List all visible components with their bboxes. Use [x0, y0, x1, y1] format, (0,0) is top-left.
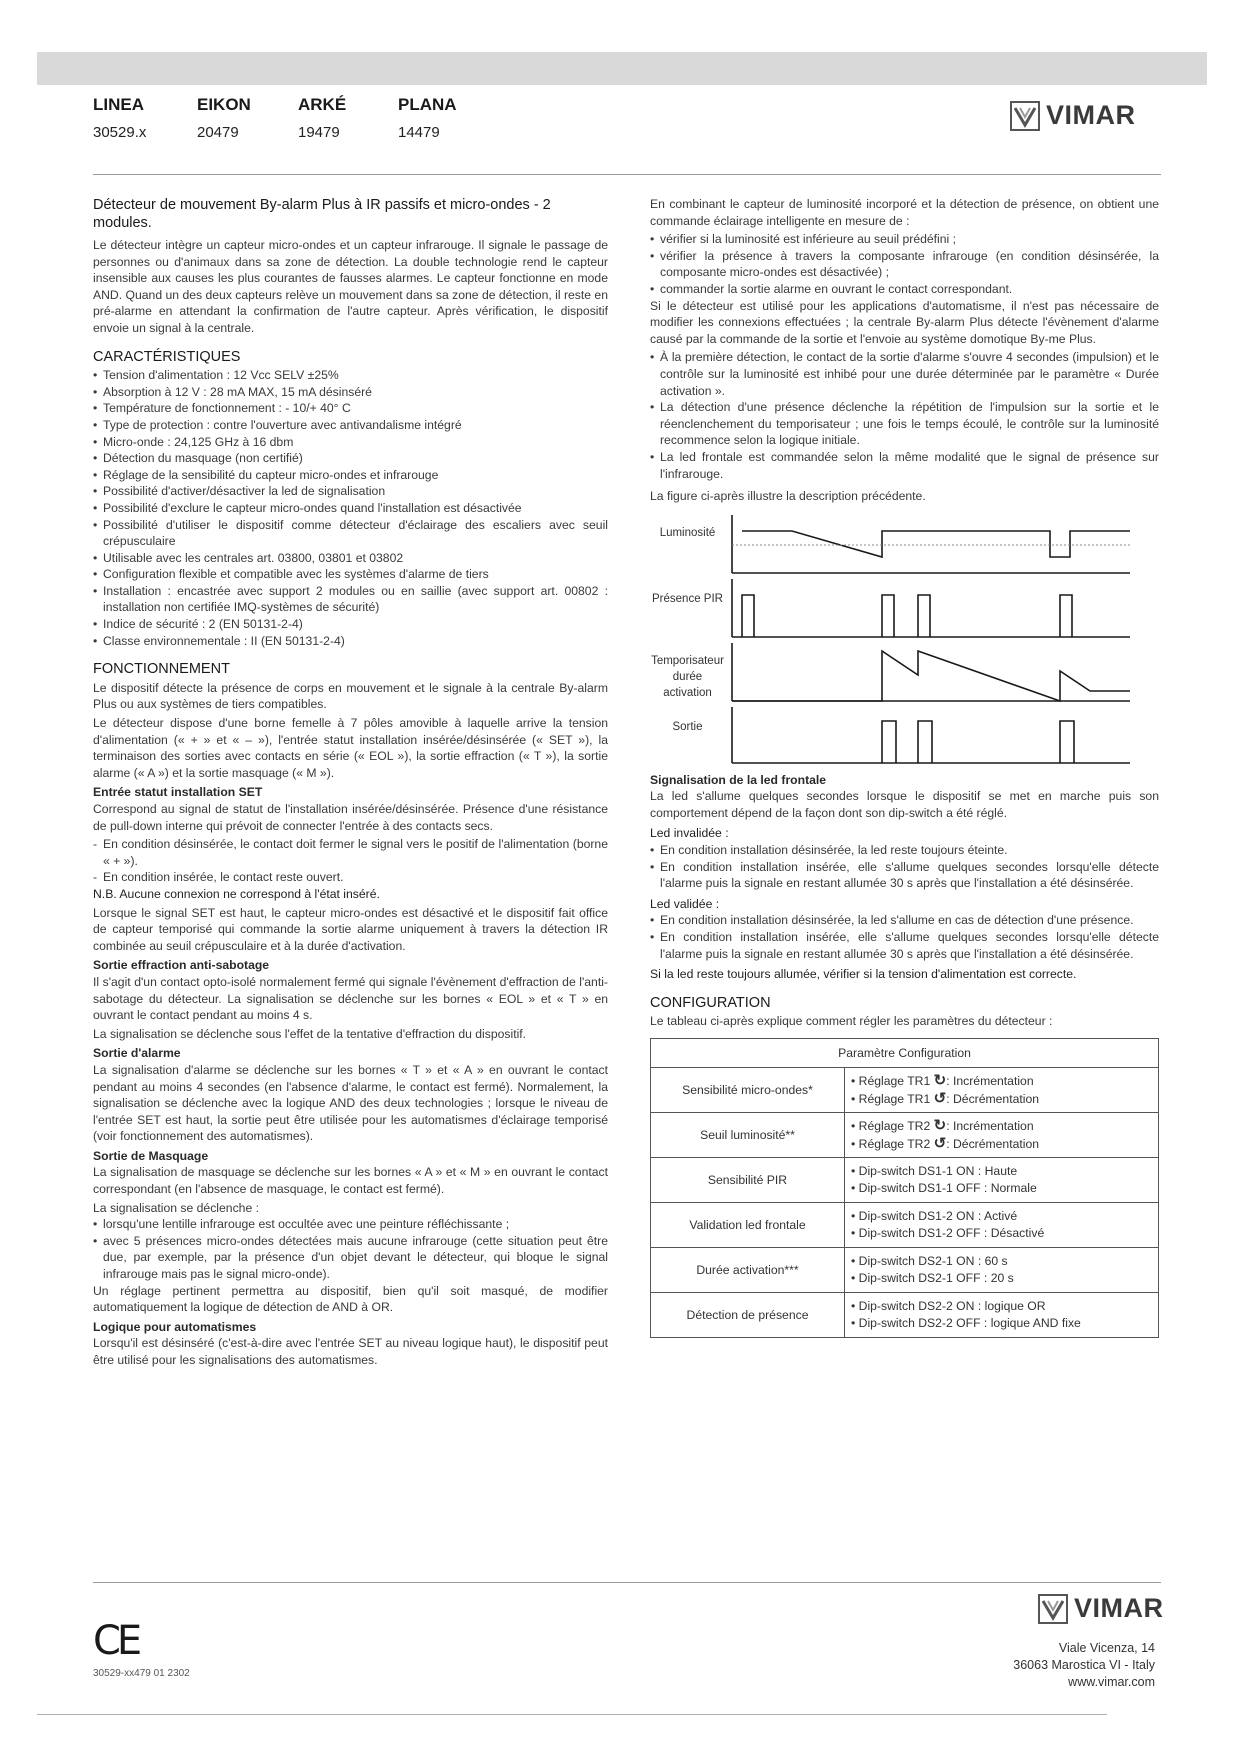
document-code: 30529-xx479 01 2302: [93, 1668, 190, 1679]
series-name: EIKON: [197, 95, 251, 114]
value-line: • Réglage TR2 ↺: Décrémentation: [851, 1135, 1040, 1152]
list-item: • avec 5 présences micro-ondes détectées mais aucune infrarouge (cette situation peut être due, par exemple, par la présence d'un objet devant le détecteur, qui bloque le signal infrarouge mais pas le signal micro-onde).: [93, 1233, 608, 1283]
table-cell-param: Détection de présence: [651, 1293, 845, 1338]
led-invalid-list: [650, 842, 1159, 892]
footer-divider: [93, 1582, 1161, 1583]
value-text: Dip-switch DS1-2 ON : Activé: [858, 1209, 1018, 1223]
list-item: • À la première détection, le contact de la sortie d'alarme s'ouvre 4 secondes (impulsion) et le contrôle sur la luminosité est inhibé pour une durée déterminée par le paramètre « Durée activation ».: [650, 349, 1159, 399]
paragraph: La led s'allume quelques secondes lorsque le dispositif se met en marche puis son comportement dépend de la façon dont son dip-switch a été réglé.: [650, 789, 1159, 820]
left-column: [93, 196, 608, 1371]
series-name: PLANA: [398, 95, 457, 114]
characteristics-list: [93, 367, 608, 649]
paragraph: La signalisation de masquage se déclenche sur les bornes « A » et « M » en ouvrant le contact correspondant (en l'absence de masquage, le contact est fermé).: [93, 1165, 608, 1197]
right-column: [650, 196, 1159, 1338]
value-line: • Dip-switch DS1-1 OFF : Normale: [851, 1181, 1037, 1195]
value-line: • Dip-switch DS2-2 OFF : logique AND fixe: [851, 1316, 1081, 1330]
table-row: [651, 1068, 1159, 1113]
table-row: [651, 1113, 1159, 1158]
vimar-logo-icon: [1038, 1594, 1068, 1624]
value-line: • Réglage TR1 ↺: Décrémentation: [851, 1090, 1040, 1107]
list-item: • Type de protection : contre l'ouverture avec antivandalisme intégré: [93, 417, 608, 434]
list-item: • Indice de sécurité : 2 (EN 50131-2-4): [93, 616, 608, 633]
header-col-eikon: [197, 95, 251, 141]
wave-sortie: [882, 721, 1074, 763]
value-line: • Dip-switch DS2-1 OFF : 20 s: [851, 1271, 1014, 1285]
brand-name: VIMAR: [1074, 1593, 1164, 1623]
masking-list: [93, 1216, 608, 1282]
list-item: • Possibilité d'exclure le capteur micro-ondes quand l'installation est désactivée: [93, 500, 608, 517]
section-configuration: CONFIGURATION: [650, 994, 771, 1011]
table-cell-param: Durée activation***: [651, 1248, 845, 1293]
list-item: • Possibilité d'utiliser le dispositif comme détecteur d'éclairage des escaliers avec seuil crépusculaire: [93, 517, 608, 550]
value-text: Dip-switch DS1-1 ON : Haute: [858, 1164, 1018, 1178]
list-item: • Utilisable avec les centrales art. 03800, 03801 et 03802: [93, 550, 608, 567]
table-cell-values: [845, 1248, 1159, 1293]
series-code: 20479: [197, 124, 239, 141]
value-text: Dip-switch DS1-1 OFF : Normale: [858, 1181, 1037, 1195]
table-row: [651, 1293, 1159, 1338]
value-text: Réglage TR2: [858, 1119, 934, 1133]
led-note: Si la led reste toujours allumée, vérifier si la tension d'alimentation est correcte.: [650, 967, 1077, 982]
paragraph: Lorsque le signal SET est haut, le capteur micro-ondes est désactivé et le dispositif fait office de capteur temporisé qui commande la sortie alarme uniquement à travers la détection IR combinée au seuil crépusculaire et à la durée d'activation.: [93, 905, 608, 953]
list-item: - En condition désinsérée, le contact doit fermer le signal vers le positif de l'alimentation (borne « + »).: [93, 836, 608, 869]
subsection-masquage: Sortie de Masquage: [93, 1148, 209, 1163]
value-text: Dip-switch DS2-2 OFF : logique AND fixe: [858, 1316, 1081, 1330]
table-header: Paramètre Configuration: [651, 1039, 1159, 1068]
list-item: • Absorption à 12 V : 28 mA MAX, 15 mA désinséré: [93, 384, 608, 401]
list-item: • En condition installation désinsérée, la led reste toujours éteinte.: [650, 842, 1159, 859]
website-link[interactable]: www.vimar.com: [1068, 1675, 1155, 1689]
list-item: • vérifier si la luminosité est inférieure au seuil prédéfini ;: [650, 231, 1159, 248]
footer-vimar-logo: [1038, 1593, 1164, 1624]
series-code: 19479: [298, 124, 340, 141]
value-line: • Dip-switch DS1-2 ON : Activé: [851, 1209, 1018, 1223]
list-item: • Configuration flexible et compatible avec les systèmes d'alarme de tiers: [93, 566, 608, 583]
rotate-clockwise-icon: ↻: [933, 1117, 947, 1134]
value-text: : Incrémentation: [946, 1074, 1034, 1088]
paragraph: La signalisation se déclenche sous l'effet de la tentative d'effraction du dispositif.: [93, 1026, 527, 1041]
led-valid-list: [650, 912, 1159, 962]
paragraph: Le tableau ci-après explique comment régler les paramètres du détecteur :: [650, 1014, 1053, 1029]
header-divider: [93, 174, 1161, 175]
paragraph: Un réglage pertinent permettra au dispositif, bien qu'il soit masqué, de modifier automatiquement la logique de détection de AND à OR.: [93, 1283, 608, 1315]
bottom-rule: [37, 1714, 1107, 1715]
footer-left: [93, 1618, 190, 1679]
table-row: [651, 1203, 1159, 1248]
lighting-list: [650, 231, 1159, 297]
list-item: • Possibilité d'activer/désactiver la led de signalisation: [93, 483, 608, 500]
wave-temporisateur: [732, 651, 1130, 701]
value-line: • Dip-switch DS1-1 ON : Haute: [851, 1164, 1018, 1178]
led-invalid-label: Led invalidée :: [650, 826, 729, 841]
table-header-row: [651, 1039, 1159, 1068]
address-line: Viale Vicenza, 14: [1058, 1641, 1155, 1655]
value-line: • Dip-switch DS1-2 OFF : Désactivé: [851, 1226, 1045, 1240]
list-item: • La détection d'une présence déclenche la répétition de l'impulsion sur la sortie et le réenclenchement du temporisateur ; une fois le temps écoulé, le contrôle sur la luminosité recommence selon la logique initiale.: [650, 399, 1159, 449]
list-item: • vérifier la présence à travers la composante infrarouge (en condition désinsérée, la composante micro-ondes est désactivée) ;: [650, 248, 1159, 281]
list-item: • Micro-onde : 24,125 GHz à 16 dbm: [93, 434, 608, 451]
paragraph: Le détecteur dispose d'une borne femelle à 7 pôles amovible à laquelle arrive la tension d'alimentation (« + » et « – »), l'entrée statut installation insérée/désinsérée (« SET »), la terminaison des sorties avec contacts en série (« EOL »), la sortie effraction (« T »), la sortie alarme (« A ») et la sortie masquage (« M »).: [93, 716, 608, 780]
list-item: • Température de fonctionnement : - 10/+ 40° C: [93, 400, 608, 417]
paragraph: Lorsqu'il est désinséré (c'est-à-dire avec l'entrée SET au niveau logique haut), le dispositif peut être utilisé pour les signalisations des automatismes.: [93, 1336, 608, 1367]
company-address: [1013, 1640, 1155, 1691]
list-item: • Classe environnementale : II (EN 50131-2-4): [93, 633, 608, 650]
wave-luminosite: [742, 531, 1130, 557]
vimar-logo: [1010, 100, 1136, 131]
header-col-plana: [398, 95, 457, 141]
configuration-table: [650, 1038, 1159, 1338]
value-text: : Décrémentation: [946, 1092, 1040, 1106]
paragraph: Si le détecteur est utilisé pour les applications d'automatisme, il n'est pas nécessaire de modifier les connexions effectuées ; la centrale By-alarm Plus détecte l'évènement d'alarme causé par la commande de la sortie et l'envoie au système domotique By-me Plus.: [650, 298, 1159, 346]
series-name: LINEA: [93, 95, 144, 114]
rotate-counterclockwise-icon: ↺: [933, 1135, 947, 1152]
table-cell-param: Validation led frontale: [651, 1203, 845, 1248]
header-col-arke: [298, 95, 346, 141]
address-line: 36063 Marostica VI - Italy: [1013, 1658, 1155, 1672]
paragraph: En combinant le capteur de luminosité incorporé et la détection de présence, on obtient une commande éclairage intelligente en mesure de :: [650, 197, 1159, 228]
table-cell-values: [845, 1203, 1159, 1248]
document-title: Détecteur de mouvement By-alarm Plus à IR passifs et micro-ondes - 2 modules.: [93, 197, 551, 231]
series-name: ARKÉ: [298, 95, 347, 114]
label-sortie: Sortie: [672, 720, 703, 733]
paragraph: La signalisation d'alarme se déclenche sur les bornes « T » et « A » en ouvrant le contact pendant au moins 4 secondes (en l'absence d'alarme, le contact est fermé). Normalement, la signalisation se déclenche avec la logique AND des deux technologies ; lorsque le niveau de l'entrée SET est haut, la sortie peut être utilisée pour les automatismes d'éclairage temporisé (voir fonctionnement des automatismes).: [93, 1062, 608, 1144]
paragraph: Le dispositif détecte la présence de corps en mouvement et le signale à la centrale By-alarm Plus ou aux systèmes de tiers compatibles.: [93, 680, 608, 712]
automation-list: [650, 349, 1159, 482]
value-text: : Décrémentation: [946, 1137, 1040, 1151]
series-code: 30529.x: [93, 124, 147, 141]
value-text: Dip-switch DS1-2 OFF : Désactivé: [858, 1226, 1045, 1240]
value-text: Réglage TR1: [858, 1074, 934, 1088]
list-item: • En condition installation insérée, elle s'allume quelques secondes lorsqu'elle détecte l'alarme puis la signale en restant allumée 30 s après que l'installation a été désinsérée.: [650, 859, 1159, 892]
table-cell-values: [845, 1293, 1159, 1338]
list-item: • commander la sortie alarme en ouvrant le contact correspondant.: [650, 281, 1159, 298]
label-luminosite: Luminosité: [659, 526, 716, 539]
subsection-led: Signalisation de la led frontale: [650, 772, 827, 787]
section-fonctionnement: FONCTIONNEMENT: [93, 661, 230, 678]
brand-name: VIMAR: [1046, 100, 1136, 130]
vimar-logo-icon: [1010, 101, 1040, 131]
value-text: : Incrémentation: [946, 1119, 1034, 1133]
wave-presence-pir: [742, 595, 1072, 637]
dash-list: [93, 836, 608, 886]
subsection-set: Entrée statut installation SET: [93, 785, 263, 800]
series-code: 14479: [398, 124, 440, 141]
list-item: • Détection du masquage (non certifié): [93, 450, 608, 467]
ce-mark: CE: [93, 1618, 139, 1664]
list-item: • Réglage de la sensibilité du capteur micro-ondes et infrarouge: [93, 467, 608, 484]
led-valid-label: Led validée :: [650, 896, 720, 911]
table-cell-param: Seuil luminosité**: [651, 1113, 845, 1158]
subsection-effraction: Sortie effraction anti-sabotage: [93, 958, 270, 973]
table-row: [651, 1158, 1159, 1203]
timing-diagram-waves: [650, 511, 1159, 766]
table-row: [651, 1248, 1159, 1293]
value-line: • Dip-switch DS2-1 ON : 60 s: [851, 1254, 1008, 1268]
page-header: [93, 95, 1163, 155]
label-presence-pir: Présence PIR: [652, 592, 723, 605]
subsection-automatismes: Logique pour automatismes: [93, 1319, 257, 1334]
list-item: • En condition installation désinsérée, la led s'allume en cas de détection d'une présence.: [650, 912, 1159, 929]
value-line: • Réglage TR1 ↻: Incrémentation: [851, 1072, 1034, 1089]
paragraph: Il s'agit d'un contact opto-isolé normalement fermé qui signale l'évènement d'effraction de l'anti-sabotage du détecteur. La signalisation se déclenche sur les bornes « EOL » et « T » en ouvrant le contact pendant au moins 4 s.: [93, 974, 608, 1023]
rotate-clockwise-icon: ↻: [933, 1072, 947, 1089]
table-cell-values: [845, 1158, 1159, 1203]
list-item: • Installation : encastrée avec support 2 modules ou en saillie (avec support art. 00802 : installation non certifiée IMQ-systèmes de sécurité): [93, 583, 608, 616]
paragraph: La signalisation se déclenche :: [93, 1200, 259, 1215]
value-line: • Réglage TR2 ↻: Incrémentation: [851, 1117, 1034, 1134]
table-cell-values: [845, 1068, 1159, 1113]
top-banner: [37, 52, 1207, 85]
header-col-linea: [93, 95, 146, 141]
timing-diagram: [650, 511, 1159, 766]
figure-caption: La figure ci-après illustre la description précédente.: [650, 489, 926, 504]
value-text: Réglage TR1: [858, 1092, 934, 1106]
list-item: • La led frontale est commandée selon la même modalité que le signal de présence sur l'infrarouge.: [650, 449, 1159, 482]
value-text: Réglage TR2: [858, 1137, 934, 1151]
table-cell-param: Sensibilité micro-ondes*: [651, 1068, 845, 1113]
value-text: Dip-switch DS2-1 OFF : 20 s: [858, 1271, 1014, 1285]
value-text: Dip-switch DS2-2 ON : logique OR: [858, 1299, 1046, 1313]
table-cell-values: [845, 1113, 1159, 1158]
list-item: - En condition insérée, le contact reste ouvert.: [93, 869, 608, 886]
table-cell-param: Sensibilité PIR: [651, 1158, 845, 1203]
intro-paragraph: Le détecteur intègre un capteur micro-ondes et un capteur infrarouge. Il signale le passage de personnes ou d'animaux dans sa zone de détection. La double technologie rend le capteur insensible aux causes les plus courantes de fausses alarmes. Le capteur fonctionne en mode AND. Quand un des deux capteurs relève un mouvement dans sa zone de détection, il reste en pré-alarme en attendant la confirmation de l'autre capteur. Après vérification, le dispositif envoie un signal à la centrale.: [93, 238, 608, 335]
rotate-counterclockwise-icon: ↺: [933, 1090, 947, 1107]
value-text: Dip-switch DS2-1 ON : 60 s: [858, 1254, 1008, 1268]
list-item: • lorsqu'une lentille infrarouge est occultée avec une peinture réfléchissante ;: [93, 1216, 608, 1233]
label-temporisateur: Temporisateur durée activation: [651, 654, 724, 699]
note: N.B. Aucune connexion ne correspond à l'état inséré.: [93, 886, 380, 901]
section-caracteristiques: CARACTÉRISTIQUES: [93, 348, 241, 365]
list-item: • En condition installation insérée, elle s'allume quelques secondes lorsqu'elle détecte l'alarme puis la signale en restant allumée 30 s après que l'installation a été désinsérée.: [650, 929, 1159, 962]
paragraph: Correspond au signal de statut de l'installation insérée/désinsérée. Présence d'une résistance de pull-down interne qui prévoit de connecter l'entrée à des contacts secs.: [93, 802, 608, 833]
list-item: • Tension d'alimentation : 12 Vcc SELV ±25%: [93, 367, 608, 384]
subsection-alarme: Sortie d'alarme: [93, 1046, 181, 1061]
value-line: • Dip-switch DS2-2 ON : logique OR: [851, 1299, 1046, 1313]
